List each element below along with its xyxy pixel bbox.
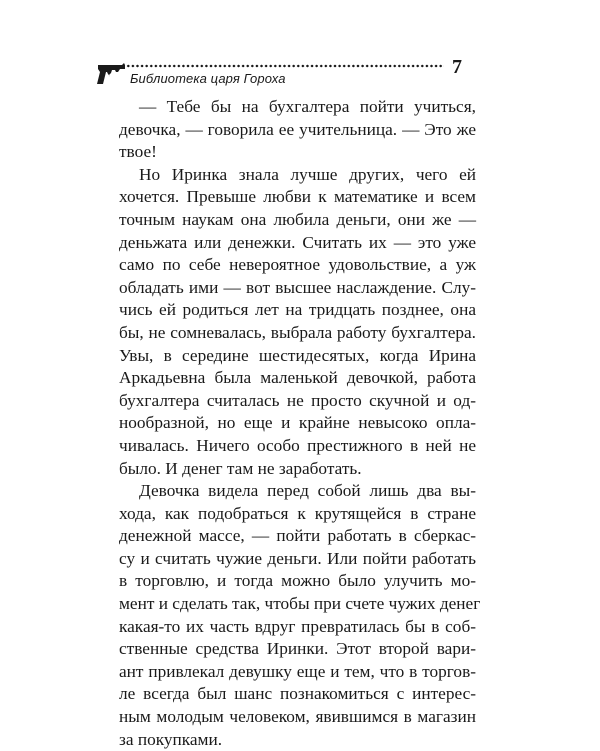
revolver-icon bbox=[96, 62, 126, 86]
text-line: Увы, в середине шестидесятых, когда Ирина bbox=[119, 345, 476, 365]
text-line: бы, не сомневалась, выбрала работу бухгалтера. bbox=[119, 322, 476, 342]
text-line: Девочка видела перед собой лишь два вы- bbox=[139, 481, 476, 501]
text-line: ственные средства Иринки. Этот второй вари- bbox=[119, 639, 476, 659]
text-line: мент и сделать так, чтобы при счете чужих денег bbox=[119, 594, 481, 614]
text-line: хочется. Превыше любви к математике и всем bbox=[119, 187, 476, 207]
text-line: твое! bbox=[119, 142, 157, 162]
text-line: обладать ими — вот высшее наслаждение. Слу- bbox=[119, 277, 476, 297]
text-line: деньжата или денежки. Считать их — это уже bbox=[119, 232, 476, 252]
text-line: точным наукам она любила деньги, они же — bbox=[119, 209, 476, 229]
text-line: хода, как подобраться к крутящейся в стране bbox=[119, 503, 476, 523]
body-text bbox=[119, 96, 481, 751]
text-line: Аркадьевна была маленькой девочкой, работа bbox=[119, 368, 476, 388]
text-line: какая-то их часть вдруг превратилась бы в соб- bbox=[119, 616, 476, 636]
text-line: ле всегда был шанс познакомиться с интерес- bbox=[119, 684, 476, 704]
text-line: бухгалтера считалась не просто скучной и од- bbox=[119, 390, 476, 410]
text-line: денежной массе, — пойти работать в сберкас- bbox=[119, 526, 476, 546]
text-line: чивалась. Ничего особо престижного в ней не bbox=[119, 435, 476, 455]
dotted-rule bbox=[126, 64, 444, 68]
text-line: су и считать чужие деньги. Или пойти работать bbox=[119, 548, 476, 568]
text-line: чись ей родиться лет на тридцать позднее, она bbox=[119, 300, 476, 320]
text-line: ным молодым человеком, явившимся в магазин bbox=[119, 707, 476, 727]
text-line: в торговлю, и тогда можно было улучить мо- bbox=[119, 571, 476, 591]
text-line: девочка, — говорила ее учительница. — Это же bbox=[119, 119, 476, 139]
text-line: нообразной, но еще и крайне невысоко опла- bbox=[119, 413, 476, 433]
page-number: 7 bbox=[452, 56, 462, 78]
running-title: Библиотека царя Гороха bbox=[130, 71, 286, 86]
text-line: за покупками. bbox=[119, 729, 223, 749]
running-head bbox=[96, 56, 473, 96]
text-line: было. И денег там не заработать. bbox=[119, 458, 362, 478]
text-line: — Тебе бы на бухгалтера пойти учиться, bbox=[139, 97, 476, 116]
text-line: ант привлекал девушку еще и тем, что в торгов- bbox=[119, 661, 476, 681]
text-line: Но Иринка знала лучше других, чего ей bbox=[139, 164, 476, 184]
text-line: само по себе невероятное удовольствие, а уж bbox=[119, 255, 476, 275]
